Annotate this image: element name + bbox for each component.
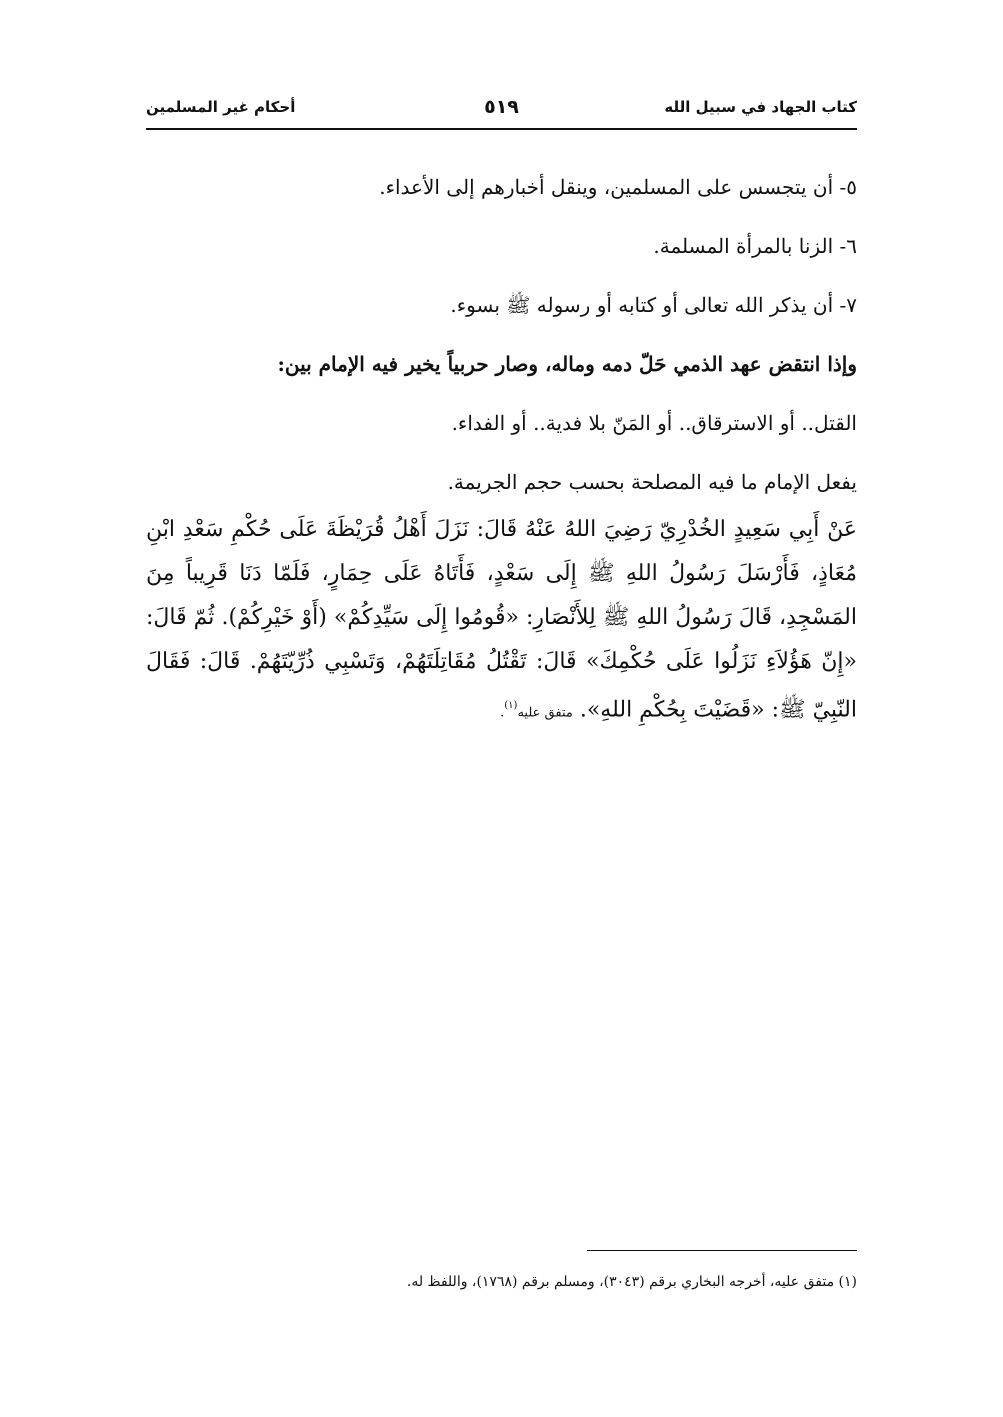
page-number: ٥١٩ [484, 96, 519, 118]
options-paragraph: القتل.. أو الاسترقاق.. أو المَنّ بلا فدية.. أو الفداء. [451, 411, 857, 435]
hadith-grade: متفق عليه [517, 705, 573, 721]
book-title: كتاب الجهاد في سبيل الله [664, 98, 857, 116]
list-item-5: ٥- أن يتجسس على المسلمين، وينقل أخبارهم إلى الأعداء. [379, 175, 857, 199]
footnote-reference[interactable]: (١) [504, 700, 518, 711]
running-header [146, 96, 857, 130]
hadith-text: عَنْ أَبِي سَعِيدٍ الخُدْرِيّ رَضِيَ اللهُ عَنْهُ قَالَ: نَزَلَ أَهْلُ قُرَيْظَةَ عَلَى حُكْمِ سَعْدِ ابْنِ مُعَاذٍ، فَأَرْسَلَ رَسُولُ اللهِ ﷺ إِلَى سَعْدٍ، فَأَتَاهُ عَلَى حِمَارٍ، فَلَمّا دَنَا قَرِيباً مِنَ المَسْجِدِ، قَالَ رَسُولُ اللهِ ﷺ لِلأَنْصَارِ: «قُومُوا إِلَى سَيِّدِكُمْ» (أَوْ خَيْرِكُمْ). ثُمّ قَالَ: «إِنّ هَؤُلاَءِ نَزَلُوا عَلَى حُكْمِكَ» قَالَ: تَقْتُلُ مُقَاتِلَتَهُمْ، وَتَسْبِي ذُرِّيّتَهُمْ. قَالَ: فَقَالَ النّبِيّ ﷺ: «قَضَيْتَ بِحُكْمِ اللهِ». [146, 517, 857, 723]
hadith-end: . [500, 705, 505, 721]
list-item-6: ٦- الزنا بالمرأة المسلمة. [653, 234, 857, 258]
hadith-paragraph [146, 508, 857, 735]
chapter-title: أحكام غير المسلمين [146, 98, 296, 116]
ruling-paragraph: وإذا انتقض عهد الذمي حَلّ دمه وماله، وصار حربياً يخير فيه الإمام بين: [277, 352, 857, 376]
footnote: (١) متفق عليه، أخرجه البخاري برقم (٣٠٤٣)، ومسلم برقم (١٧٦٨)، واللفظ له. [406, 1274, 857, 1290]
main-text [146, 158, 857, 512]
footnote-divider [587, 1250, 857, 1251]
decision-paragraph: يفعل الإمام ما فيه المصلحة بحسب حجم الجريمة. [447, 470, 857, 494]
list-item-7: ٧- أن يذكر الله تعالى أو كتابه أو رسوله ﷺ بسوء. [450, 293, 857, 317]
hadith-block [146, 508, 857, 735]
